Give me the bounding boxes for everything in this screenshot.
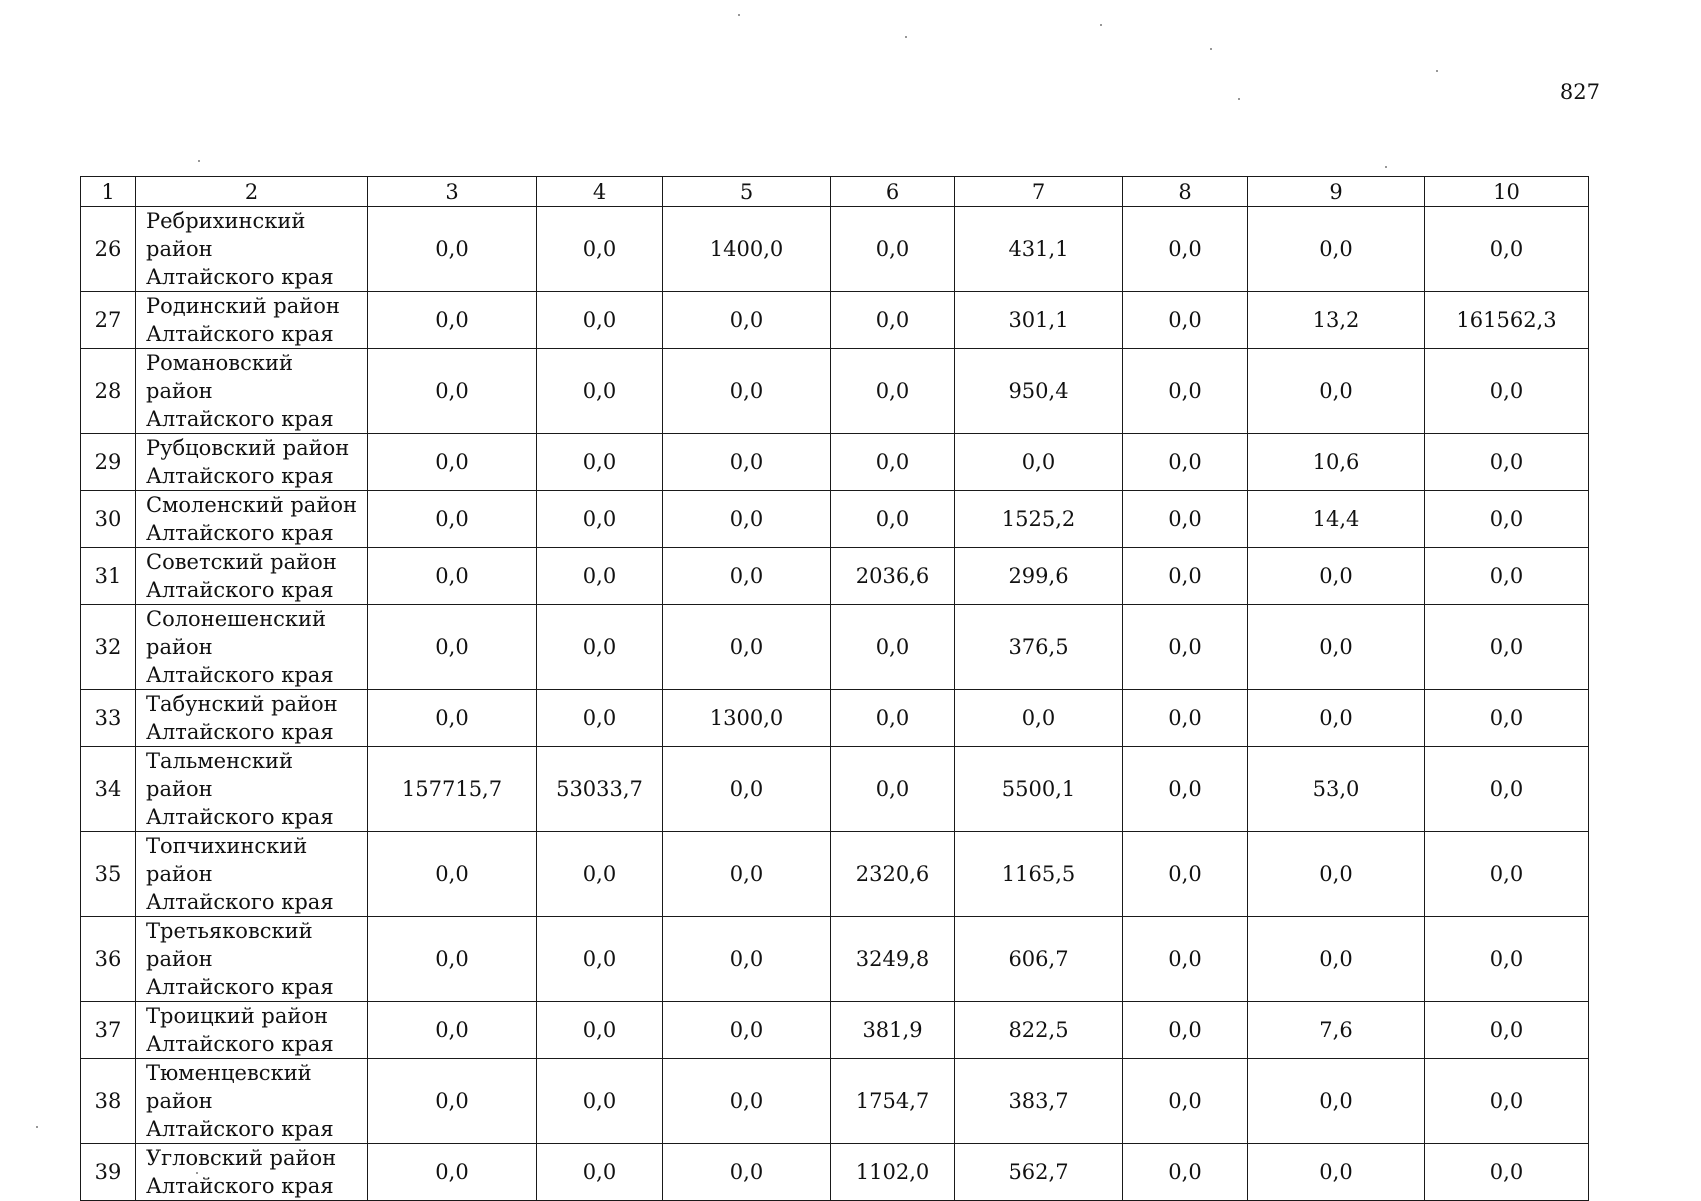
district-name-line: Алтайского края bbox=[146, 663, 334, 687]
value-cell: 0,0 bbox=[368, 1144, 537, 1201]
value-cell: 157715,7 bbox=[368, 747, 537, 832]
value-cell: 0,0 bbox=[1123, 1144, 1248, 1201]
table-row bbox=[81, 1059, 1589, 1144]
district-name-line: Родинский район bbox=[146, 294, 340, 318]
value-cell: 0,0 bbox=[1425, 747, 1589, 832]
district-name-line: Советский район bbox=[146, 550, 337, 574]
value-cell: 0,0 bbox=[831, 747, 955, 832]
col-header: 7 bbox=[955, 177, 1123, 207]
value-cell: 0,0 bbox=[1123, 434, 1248, 491]
value-cell: 562,7 bbox=[955, 1144, 1123, 1201]
scan-speck bbox=[1100, 24, 1102, 26]
value-cell: 0,0 bbox=[368, 605, 537, 690]
value-cell: 0,0 bbox=[537, 491, 663, 548]
value-cell: 0,0 bbox=[368, 548, 537, 605]
value-cell: 0,0 bbox=[1248, 690, 1425, 747]
row-number-cell: 31 bbox=[81, 548, 136, 605]
row-number-cell: 37 bbox=[81, 1002, 136, 1059]
district-name-line: район bbox=[146, 862, 213, 886]
district-name-line: Алтайского края bbox=[146, 975, 334, 999]
value-cell: 0,0 bbox=[537, 349, 663, 434]
district-name-line: Алтайского края bbox=[146, 407, 334, 431]
value-cell: 0,0 bbox=[663, 292, 831, 349]
value-cell: 0,0 bbox=[368, 292, 537, 349]
value-cell: 0,0 bbox=[1123, 917, 1248, 1002]
value-cell: 14,4 bbox=[1248, 491, 1425, 548]
col-header: 2 bbox=[136, 177, 368, 207]
value-cell: 10,6 bbox=[1248, 434, 1425, 491]
value-cell: 301,1 bbox=[955, 292, 1123, 349]
value-cell: 0,0 bbox=[1425, 1059, 1589, 1144]
value-cell: 0,0 bbox=[1123, 349, 1248, 434]
value-cell: 2320,6 bbox=[831, 832, 955, 917]
value-cell: 0,0 bbox=[663, 1002, 831, 1059]
value-cell: 1300,0 bbox=[663, 690, 831, 747]
table-row bbox=[81, 349, 1589, 434]
value-cell: 822,5 bbox=[955, 1002, 1123, 1059]
value-cell: 383,7 bbox=[955, 1059, 1123, 1144]
value-cell: 0,0 bbox=[1248, 832, 1425, 917]
value-cell: 0,0 bbox=[831, 207, 955, 292]
district-name-cell bbox=[136, 1144, 368, 1201]
value-cell: 161562,3 bbox=[1425, 292, 1589, 349]
value-cell: 0,0 bbox=[368, 1059, 537, 1144]
district-name-cell bbox=[136, 349, 368, 434]
col-header: 5 bbox=[663, 177, 831, 207]
table-row bbox=[81, 1144, 1589, 1201]
table-row bbox=[81, 491, 1589, 548]
scan-speck bbox=[738, 14, 740, 16]
value-cell: 0,0 bbox=[1248, 349, 1425, 434]
district-name-cell bbox=[136, 747, 368, 832]
row-number-cell: 33 bbox=[81, 690, 136, 747]
row-number-cell: 38 bbox=[81, 1059, 136, 1144]
value-cell: 0,0 bbox=[1248, 207, 1425, 292]
value-cell: 0,0 bbox=[537, 917, 663, 1002]
scan-speck bbox=[1385, 166, 1387, 168]
row-number-cell: 29 bbox=[81, 434, 136, 491]
value-cell: 0,0 bbox=[1123, 605, 1248, 690]
scan-speck bbox=[196, 1172, 198, 1174]
value-cell: 0,0 bbox=[1123, 832, 1248, 917]
value-cell: 0,0 bbox=[537, 434, 663, 491]
district-name-line: Алтайского края bbox=[146, 578, 334, 602]
scan-speck bbox=[1210, 48, 1212, 50]
district-name-cell bbox=[136, 690, 368, 747]
row-number-cell: 39 bbox=[81, 1144, 136, 1201]
district-name-line: Алтайского края bbox=[146, 322, 334, 346]
value-cell: 1525,2 bbox=[955, 491, 1123, 548]
value-cell: 53,0 bbox=[1248, 747, 1425, 832]
value-cell: 0,0 bbox=[1123, 690, 1248, 747]
value-cell: 0,0 bbox=[537, 690, 663, 747]
district-name-line: Тальменский район bbox=[146, 749, 293, 801]
value-cell: 0,0 bbox=[663, 832, 831, 917]
header-row bbox=[81, 177, 1589, 207]
value-cell: 0,0 bbox=[1248, 605, 1425, 690]
value-cell: 1102,0 bbox=[831, 1144, 955, 1201]
col-header: 4 bbox=[537, 177, 663, 207]
value-cell: 0,0 bbox=[1425, 349, 1589, 434]
value-cell: 0,0 bbox=[663, 1144, 831, 1201]
district-name-line: Алтайского края bbox=[146, 720, 334, 744]
value-cell: 1754,7 bbox=[831, 1059, 955, 1144]
value-cell: 0,0 bbox=[663, 1059, 831, 1144]
value-cell: 0,0 bbox=[368, 1002, 537, 1059]
scan-speck bbox=[36, 1126, 38, 1128]
district-name-line: Тюменцевский bbox=[146, 1061, 312, 1085]
col-header: 3 bbox=[368, 177, 537, 207]
col-header: 1 bbox=[81, 177, 136, 207]
district-name-line: Смоленский район bbox=[146, 493, 357, 517]
value-cell: 0,0 bbox=[537, 207, 663, 292]
value-cell: 13,2 bbox=[1248, 292, 1425, 349]
value-cell: 431,1 bbox=[955, 207, 1123, 292]
district-name-cell bbox=[136, 548, 368, 605]
district-name-line: район bbox=[146, 1089, 213, 1113]
value-cell: 0,0 bbox=[368, 917, 537, 1002]
value-cell: 0,0 bbox=[955, 434, 1123, 491]
value-cell: 0,0 bbox=[537, 548, 663, 605]
value-cell: 2036,6 bbox=[831, 548, 955, 605]
value-cell: 0,0 bbox=[1123, 747, 1248, 832]
value-cell: 0,0 bbox=[1425, 491, 1589, 548]
value-cell: 606,7 bbox=[955, 917, 1123, 1002]
row-number-cell: 27 bbox=[81, 292, 136, 349]
value-cell: 0,0 bbox=[368, 832, 537, 917]
district-name-line: Троицкий район bbox=[146, 1004, 328, 1028]
table-row bbox=[81, 747, 1589, 832]
district-name-line: район bbox=[146, 635, 213, 659]
district-name-line: район bbox=[146, 947, 213, 971]
col-header: 6 bbox=[831, 177, 955, 207]
value-cell: 0,0 bbox=[663, 548, 831, 605]
value-cell: 0,0 bbox=[955, 690, 1123, 747]
value-cell: 0,0 bbox=[831, 491, 955, 548]
row-number-cell: 28 bbox=[81, 349, 136, 434]
value-cell: 0,0 bbox=[537, 292, 663, 349]
value-cell: 0,0 bbox=[831, 292, 955, 349]
value-cell: 0,0 bbox=[1123, 491, 1248, 548]
district-name-cell bbox=[136, 292, 368, 349]
value-cell: 0,0 bbox=[1123, 292, 1248, 349]
district-name-line: Алтайского края bbox=[146, 1032, 334, 1056]
district-name-line: Угловский район bbox=[146, 1146, 337, 1170]
district-name-line: Алтайского края bbox=[146, 1174, 334, 1198]
row-number-cell: 35 bbox=[81, 832, 136, 917]
value-cell: 0,0 bbox=[831, 605, 955, 690]
value-cell: 0,0 bbox=[1425, 548, 1589, 605]
district-name-line: Алтайского края bbox=[146, 521, 334, 545]
district-name-line: Алтайского края bbox=[146, 265, 334, 289]
value-cell: 0,0 bbox=[1425, 434, 1589, 491]
value-cell: 0,0 bbox=[663, 605, 831, 690]
district-name-cell bbox=[136, 207, 368, 292]
data-table bbox=[80, 176, 1589, 1201]
district-name-line: Романовский район bbox=[146, 351, 293, 403]
table-row bbox=[81, 292, 1589, 349]
value-cell: 0,0 bbox=[1425, 690, 1589, 747]
value-cell: 5500,1 bbox=[955, 747, 1123, 832]
page-number: 827 bbox=[1559, 80, 1600, 104]
value-cell: 0,0 bbox=[831, 349, 955, 434]
district-name-cell bbox=[136, 1059, 368, 1144]
row-number-cell: 34 bbox=[81, 747, 136, 832]
value-cell: 3249,8 bbox=[831, 917, 955, 1002]
value-cell: 381,9 bbox=[831, 1002, 955, 1059]
row-number-cell: 36 bbox=[81, 917, 136, 1002]
district-name-line: район bbox=[146, 237, 213, 261]
value-cell: 1165,5 bbox=[955, 832, 1123, 917]
value-cell: 0,0 bbox=[368, 349, 537, 434]
district-name-line: Солонешенский bbox=[146, 607, 326, 631]
value-cell: 0,0 bbox=[1425, 1144, 1589, 1201]
value-cell: 7,6 bbox=[1248, 1002, 1425, 1059]
value-cell: 0,0 bbox=[1425, 207, 1589, 292]
value-cell: 0,0 bbox=[1248, 917, 1425, 1002]
table-body bbox=[81, 177, 1589, 1201]
value-cell: 0,0 bbox=[1248, 1059, 1425, 1144]
district-name-line: Алтайского края bbox=[146, 1117, 334, 1141]
value-cell: 0,0 bbox=[831, 434, 955, 491]
scan-speck bbox=[1238, 98, 1240, 100]
value-cell: 0,0 bbox=[1123, 1002, 1248, 1059]
table-row bbox=[81, 434, 1589, 491]
table-row bbox=[81, 548, 1589, 605]
value-cell: 0,0 bbox=[663, 491, 831, 548]
value-cell: 0,0 bbox=[368, 690, 537, 747]
district-name-line: Третьяковский bbox=[146, 919, 313, 943]
value-cell: 0,0 bbox=[537, 832, 663, 917]
value-cell: 0,0 bbox=[537, 1059, 663, 1144]
scan-speck bbox=[198, 160, 200, 162]
district-name-cell bbox=[136, 434, 368, 491]
row-number-cell: 32 bbox=[81, 605, 136, 690]
district-name-line: Табунский район bbox=[146, 692, 338, 716]
col-header: 8 bbox=[1123, 177, 1248, 207]
value-cell: 0,0 bbox=[1123, 548, 1248, 605]
district-name-cell bbox=[136, 832, 368, 917]
district-name-line: Алтайского края bbox=[146, 805, 334, 829]
scan-speck bbox=[905, 36, 907, 38]
district-name-line: Алтайского края bbox=[146, 464, 334, 488]
value-cell: 0,0 bbox=[1425, 1002, 1589, 1059]
value-cell: 0,0 bbox=[663, 349, 831, 434]
value-cell: 0,0 bbox=[1248, 1144, 1425, 1201]
scan-speck bbox=[1436, 70, 1438, 72]
table-row bbox=[81, 832, 1589, 917]
value-cell: 53033,7 bbox=[537, 747, 663, 832]
value-cell: 1400,0 bbox=[663, 207, 831, 292]
value-cell: 0,0 bbox=[537, 1002, 663, 1059]
value-cell: 0,0 bbox=[1425, 917, 1589, 1002]
district-name-cell bbox=[136, 1002, 368, 1059]
table-row bbox=[81, 917, 1589, 1002]
value-cell: 376,5 bbox=[955, 605, 1123, 690]
value-cell: 0,0 bbox=[1425, 605, 1589, 690]
value-cell: 0,0 bbox=[1248, 548, 1425, 605]
district-name-line: Алтайского края bbox=[146, 890, 334, 914]
col-header: 9 bbox=[1248, 177, 1425, 207]
table-row bbox=[81, 605, 1589, 690]
table-row bbox=[81, 690, 1589, 747]
district-name-cell bbox=[136, 605, 368, 690]
value-cell: 0,0 bbox=[663, 747, 831, 832]
value-cell: 0,0 bbox=[368, 207, 537, 292]
value-cell: 0,0 bbox=[831, 690, 955, 747]
value-cell: 299,6 bbox=[955, 548, 1123, 605]
value-cell: 0,0 bbox=[368, 434, 537, 491]
value-cell: 0,0 bbox=[1123, 207, 1248, 292]
row-number-cell: 26 bbox=[81, 207, 136, 292]
value-cell: 0,0 bbox=[1425, 832, 1589, 917]
value-cell: 0,0 bbox=[1123, 1059, 1248, 1144]
value-cell: 950,4 bbox=[955, 349, 1123, 434]
district-name-cell bbox=[136, 491, 368, 548]
district-name-line: Ребрихинский bbox=[146, 209, 306, 233]
value-cell: 0,0 bbox=[537, 605, 663, 690]
value-cell: 0,0 bbox=[663, 917, 831, 1002]
value-cell: 0,0 bbox=[368, 491, 537, 548]
row-number-cell: 30 bbox=[81, 491, 136, 548]
col-header: 10 bbox=[1425, 177, 1589, 207]
value-cell: 0,0 bbox=[537, 1144, 663, 1201]
district-name-line: Топчихинский bbox=[146, 834, 308, 858]
value-cell: 0,0 bbox=[663, 434, 831, 491]
table-row bbox=[81, 1002, 1589, 1059]
district-name-cell bbox=[136, 917, 368, 1002]
district-name-line: Рубцовский район bbox=[146, 436, 350, 460]
table-row bbox=[81, 207, 1589, 292]
